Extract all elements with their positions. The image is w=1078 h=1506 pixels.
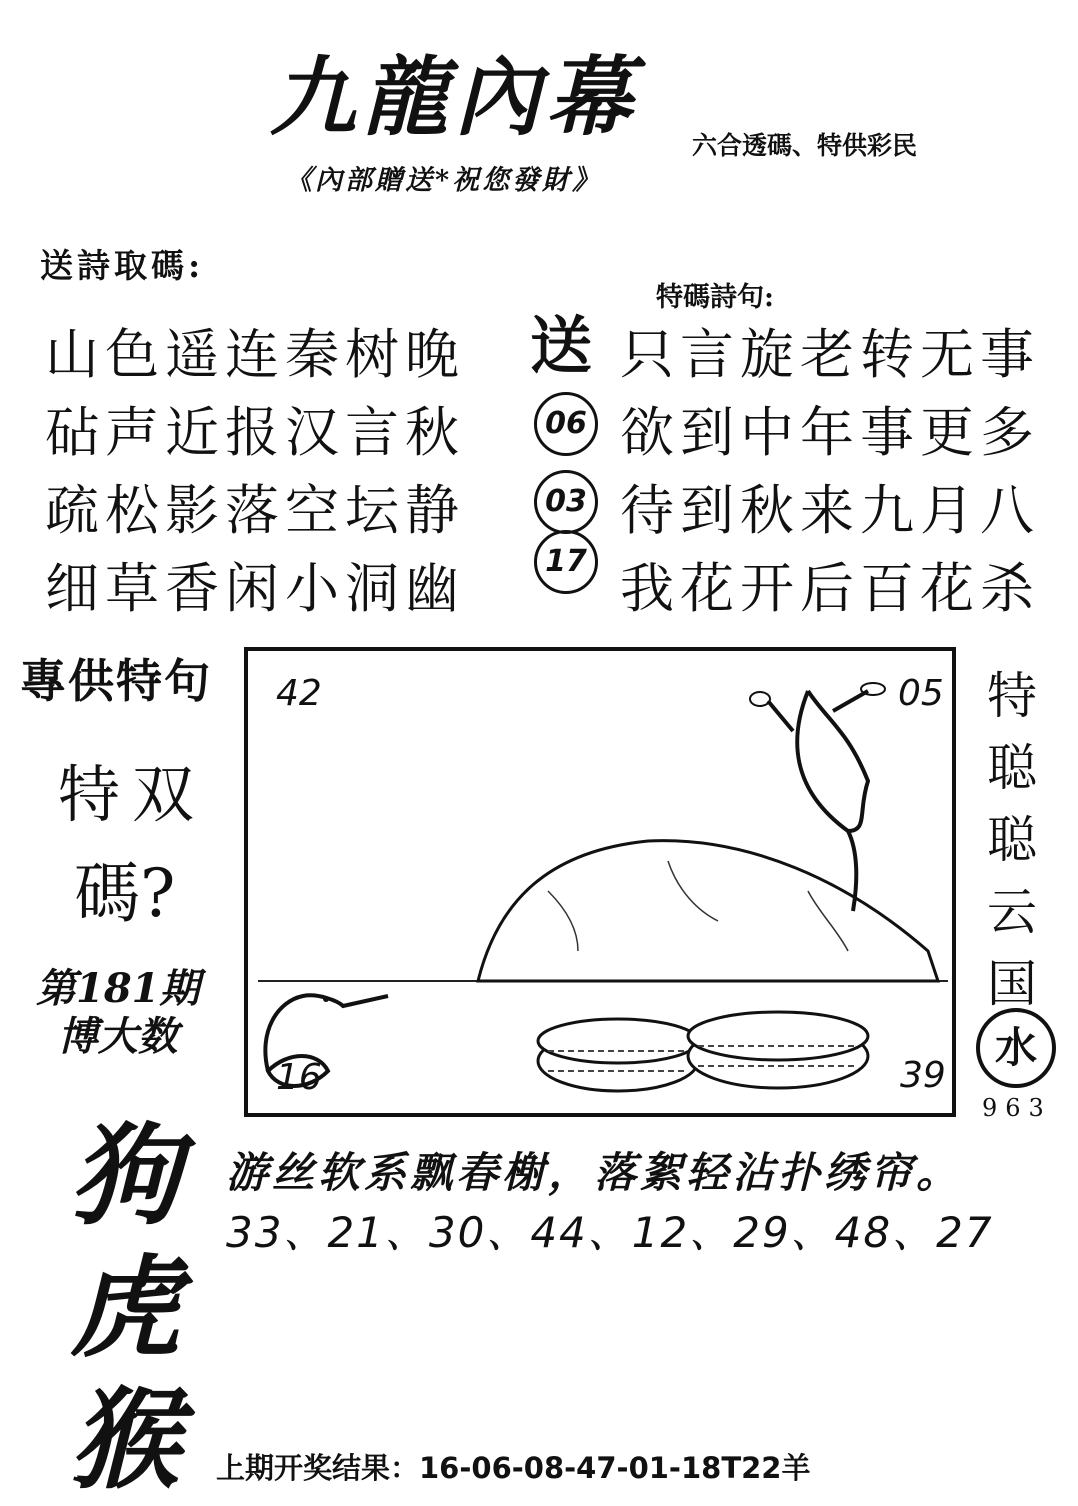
zodiac-list	[55, 1110, 195, 1506]
number-list: 33、21、30、44、12、29、48、27	[226, 1208, 994, 1257]
circled-number: 17	[534, 530, 598, 594]
picture-number: 05	[898, 673, 944, 714]
issue-number: 第181期	[36, 965, 200, 1012]
poem-line: 砧声近报汉言秋	[45, 401, 465, 464]
element-badge: 水	[976, 1008, 1056, 1088]
zodiac-item: 猴	[70, 1375, 180, 1504]
verse-line: 游丝软系飘春榭，落絮轻沾扑绣帘。	[226, 1148, 963, 1197]
picture-number: 39	[900, 1055, 946, 1096]
vertical-char: 特	[987, 667, 1037, 725]
vertical-char: 聪	[987, 739, 1037, 797]
vertical-char: 聪	[987, 811, 1037, 869]
special-line: 欲到中年事更多	[620, 401, 1040, 464]
header-tagline: 六合透碼、特供彩民	[692, 131, 918, 160]
vertical-char: 云	[987, 883, 1037, 941]
code-number: 963	[982, 1094, 1052, 1122]
special-line: 只言旋老转无事	[620, 323, 1040, 386]
picture-number: 16	[276, 1057, 322, 1098]
special-line: 我花开后百花杀	[620, 557, 1040, 620]
page-title: 九龍內幕	[270, 47, 638, 148]
poem-line: 细草香闲小洞幽	[45, 557, 465, 620]
special-sentence-label: 專供特句	[20, 654, 212, 708]
illustration-frame	[244, 647, 956, 1117]
illustration	[248, 651, 952, 1113]
poem-label: 送詩取碼:	[40, 246, 205, 285]
zodiac-item: 狗	[70, 1111, 180, 1240]
last-result: 上期开奖结果：16-06-08-47-01-18T22羊	[216, 1451, 811, 1485]
issue-subtitle: 博大数	[57, 1013, 178, 1060]
send-mark: 送	[530, 309, 593, 382]
picture-number: 42	[276, 673, 322, 714]
double-label: 特双	[58, 758, 207, 831]
circled-number: 03	[534, 470, 598, 534]
header-subtitle: 《內部贈送*祝您發財》	[285, 165, 603, 196]
code-question: 碼?	[74, 855, 176, 932]
poem-line: 疏松影落空坛静	[45, 479, 465, 542]
issue-block	[36, 965, 200, 1061]
zodiac-item: 虎	[70, 1243, 180, 1372]
special-line: 待到秋来九月八	[620, 479, 1040, 542]
vertical-text	[982, 660, 1042, 1020]
special-label: 特碼詩句:	[656, 282, 774, 313]
vertical-char: 国	[987, 955, 1037, 1013]
poem-line: 山色遥连秦树晚	[45, 323, 465, 386]
circled-number: 06	[534, 392, 598, 456]
